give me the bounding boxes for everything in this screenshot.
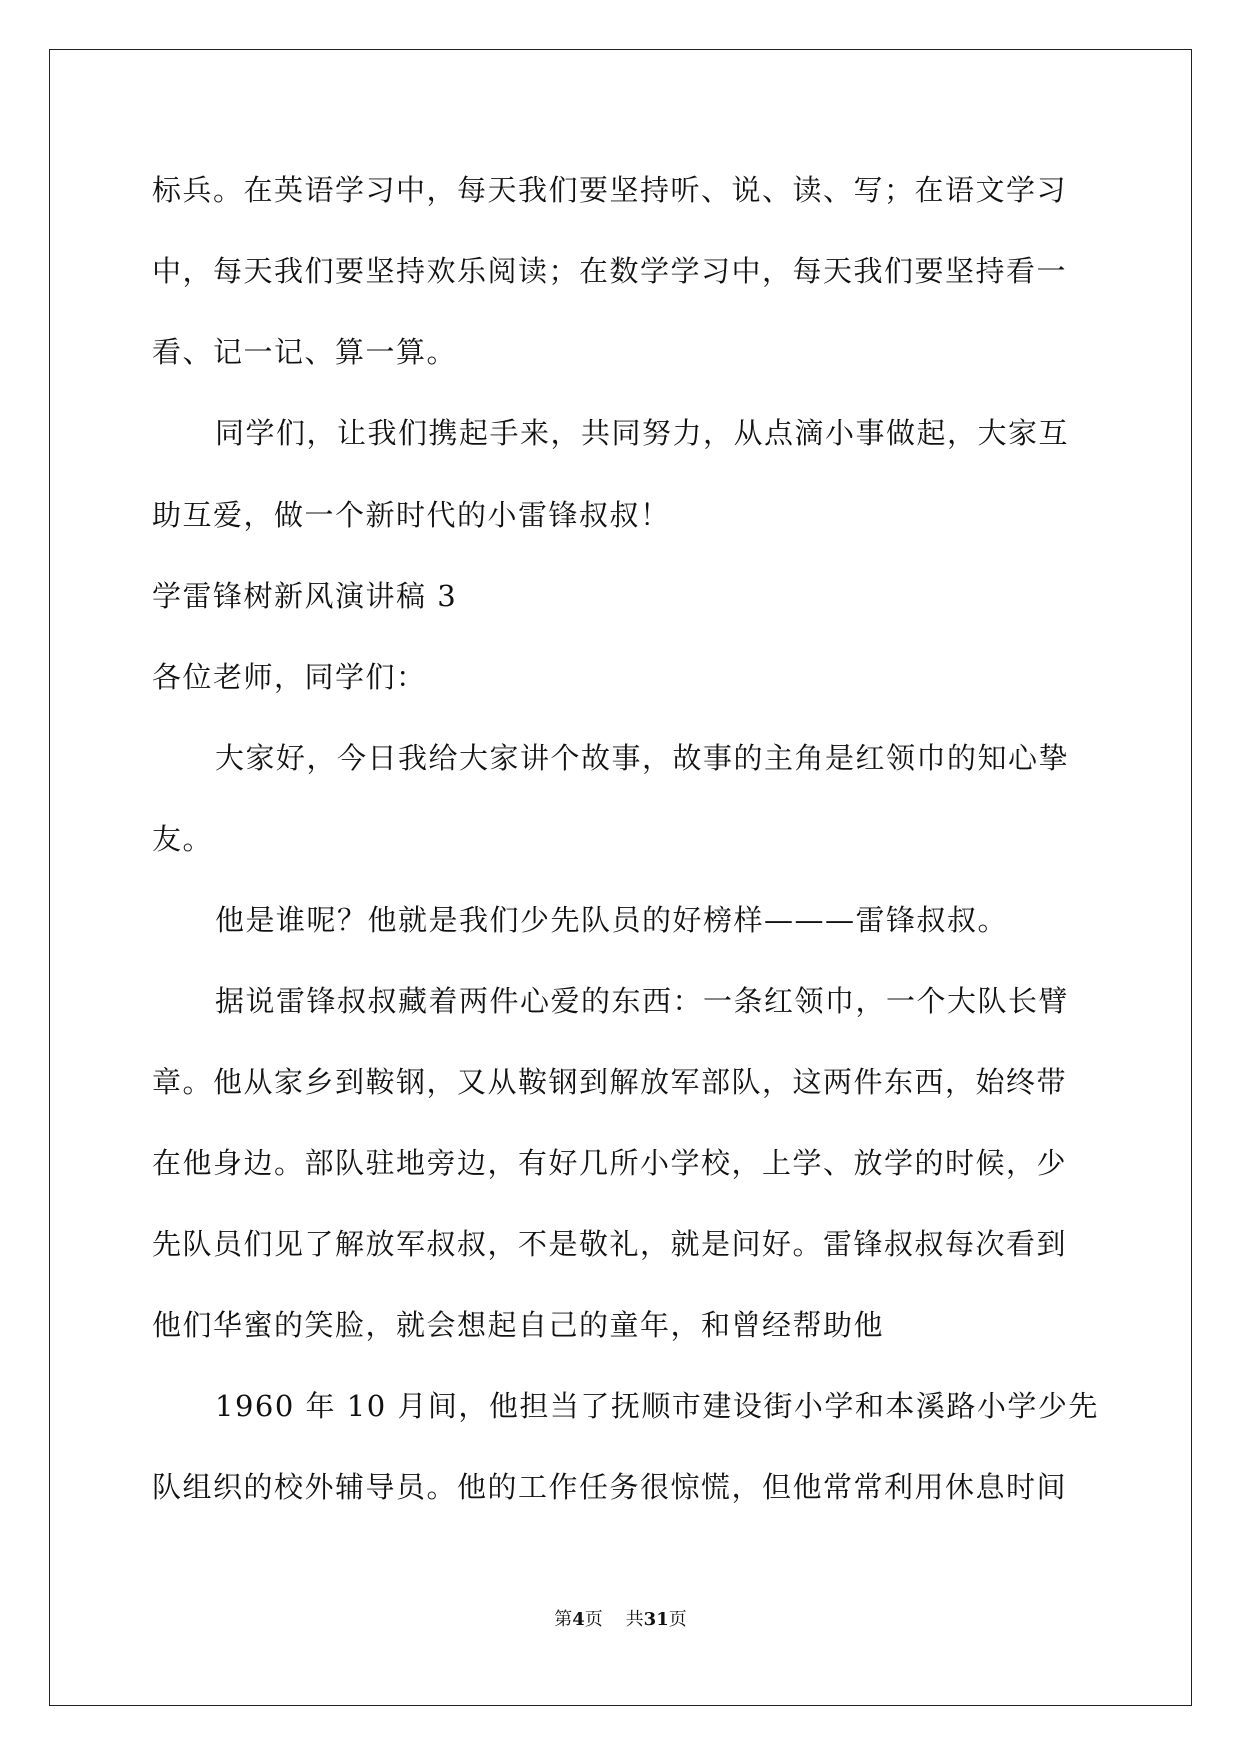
page-number: 4 (572, 1609, 585, 1630)
page-prefix: 第 (554, 1609, 573, 1630)
text-line: 先队员们见了解放军叔叔，不是敬礼，就是问好。雷锋叔叔每次看到 (152, 1227, 1068, 1261)
total-prefix: 共 (625, 1609, 644, 1630)
page-footer (0, 1608, 1241, 1632)
total-unit: 页 (668, 1609, 687, 1630)
text-line: 大家好，今日我给大家讲个故事，故事的主角是红领巾的知心挚 (215, 741, 1070, 775)
text-line: 他是谁呢？他就是我们少先队员的好榜样———雷锋叔叔。 (215, 903, 1009, 937)
text-line: 友。 (152, 822, 214, 856)
text-line: 1960 年 10 月间，他担当了抚顺市建设街小学和本溪路小学少先 (215, 1389, 1099, 1423)
text-line: 他们华蜜的笑脸，就会想起自己的童年，和曾经帮助他 (152, 1308, 885, 1342)
text-line: 在他身边。部队驻地旁边，有好几所小学校，上学、放学的时候，少 (152, 1146, 1068, 1180)
section-heading: 学雷锋树新风演讲稿 3 (152, 579, 458, 613)
text-line: 看、记一记、算一算。 (152, 335, 458, 369)
text-line: 助互爱，做一个新时代的小雷锋叔叔！ (152, 498, 671, 532)
text-line: 标兵。在英语学习中，每天我们要坚持听、说、读、写；在语文学习 (152, 173, 1068, 207)
salutation: 各位老师，同学们： (152, 660, 427, 694)
total-pages: 31 (643, 1609, 669, 1630)
page-unit: 页 (584, 1609, 603, 1630)
text-line: 队组织的校外辅导员。他的工作任务很惊慌，但他常常利用休息时间 (152, 1470, 1068, 1504)
text-line: 同学们，让我们携起手来，共同努力，从点滴小事做起，大家互 (215, 416, 1070, 450)
text-line: 章。他从家乡到鞍钢，又从鞍钢到解放军部队，这两件东西，始终带 (152, 1065, 1068, 1099)
page-border (49, 49, 1192, 1706)
text-line: 中，每天我们要坚持欢乐阅读；在数学学习中，每天我们要坚持看一 (152, 254, 1068, 288)
text-line: 据说雷锋叔叔藏着两件心爱的东西：一条红领巾，一个大队长臂 (215, 984, 1070, 1018)
